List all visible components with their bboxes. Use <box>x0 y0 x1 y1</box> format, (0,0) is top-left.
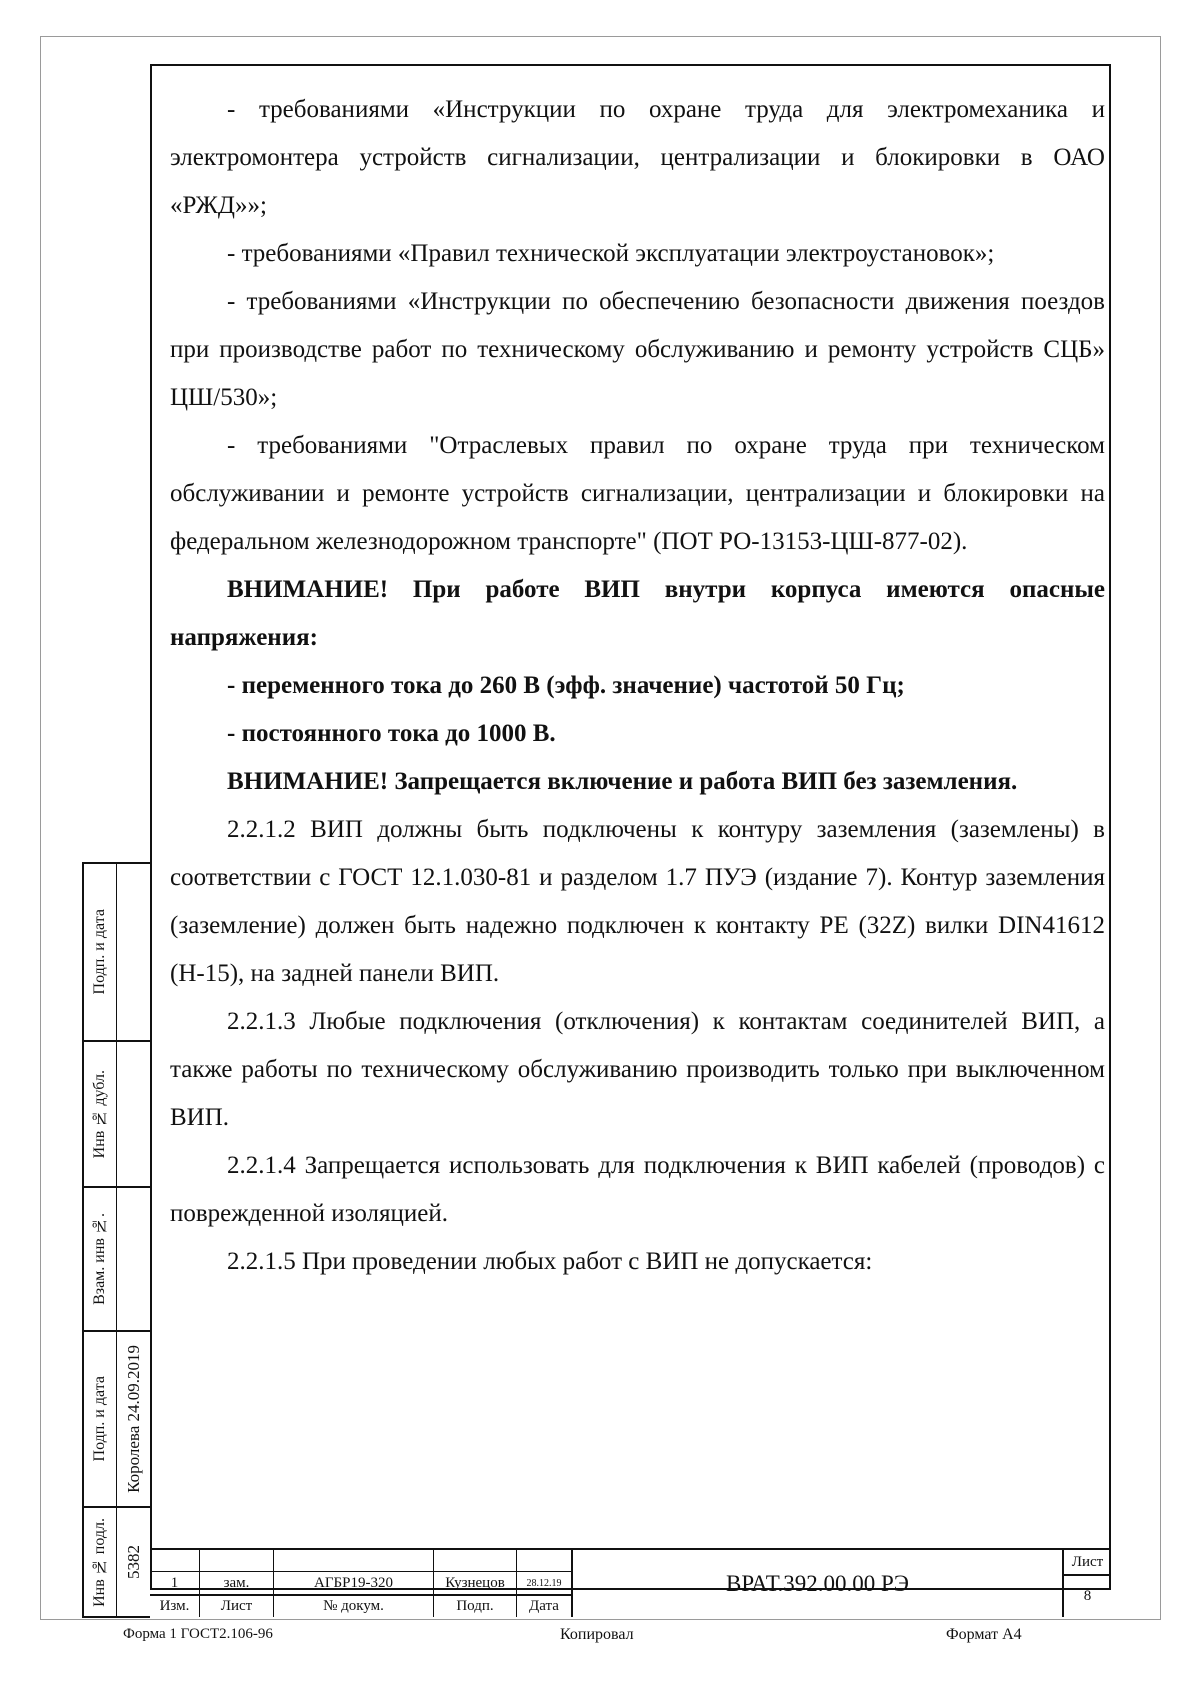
paragraph-requirement-2: - требованиями «Правил технической эксплуатации электроустановок»; <box>227 240 995 267</box>
tb-header-izm: Изм. <box>159 1598 190 1614</box>
warning-grounding: ВНИМАНИЕ! Запрещается включение и работа ВИП без заземления. <box>227 768 1018 795</box>
tb-sheet-label: Лист <box>1071 1553 1104 1570</box>
tb-header-list: Лист <box>220 1598 253 1614</box>
stamp-inv-dubl <box>82 1040 150 1188</box>
stamp-vzam-inv-label: Взам. инв №. <box>91 1213 108 1305</box>
tb-sheet-number: 8 <box>1083 1588 1092 1604</box>
tb-header-dokum: № докум. <box>323 1598 384 1614</box>
stamp-podp-data-2-label: Подп. и дата <box>91 1376 108 1462</box>
warning-voltage-dc: - постоянного тока до 1000 В. <box>227 720 556 747</box>
title-block <box>150 1548 1111 1617</box>
tb-dokum-value: АГБР19-320 <box>314 1574 393 1591</box>
footer-copied: Копировал <box>560 1626 634 1643</box>
stamp-inv-dubl-label: Инв № дубл. <box>91 1069 108 1159</box>
warning-voltage: ВНИМАНИЕ! При работе ВИП внутри корпуса имеются опасные напряжения: <box>170 576 1105 651</box>
stamp-podp-data-2-value: Королева 24.09.2019 <box>123 1345 143 1493</box>
tb-header-podp: Подп. <box>456 1598 494 1614</box>
paragraph-requirement-4: - требованиями "Отраслевых правил по охране труда при техническом обслуживании и ремонте устройств сигнализации, централизации и блокировки на федеральном железнодорожном транспорте" (ПОТ РО-13153-ЦШ-877-02). <box>170 432 1105 555</box>
paragraph-requirement-3: - требованиями «Инструкции по обеспечению безопасности движения поездов при производстве работ по техническому обслуживанию и ремонту устройств СЦБ» ЦШ/530»; <box>170 288 1105 411</box>
stamp-podp-data-2 <box>82 1330 150 1508</box>
section-2-2-1-2: 2.2.1.2 ВИП должны быть подключены к контуру заземления (заземлены) в соответствии с ГОСТ 12.1.030-81 и разделом 1.7 ПУЭ (издание 7). Контур заземления (заземление) должен быть надежно подключен к контакту PE (32Z) вилки DIN41612 (H-15), на задней панели ВИП. <box>170 816 1105 987</box>
stamp-podp-data <box>82 862 150 1042</box>
section-2-2-1-3: 2.2.1.3 Любые подключения (отключения) к контактам соединителей ВИП, а также работы по техническому обслуживанию производить только при выключенном ВИП. <box>170 1008 1105 1131</box>
tb-podp-value: Кузнецов <box>445 1574 505 1591</box>
warning-voltage-ac: - переменного тока до 260 В (эфф. значение) частотой 50 Гц; <box>227 672 905 699</box>
stamp-inv-podl-value: 5382 <box>123 1545 143 1579</box>
stamp-inv-podl-label: Инв № подл. <box>91 1517 108 1607</box>
section-2-2-1-4: 2.2.1.4 Запрещается использовать для подключения к ВИП кабелей (проводов) с поврежденной изоляцией. <box>170 1152 1105 1227</box>
tb-izm-value: 1 <box>170 1574 179 1591</box>
tb-list-value: зам. <box>223 1574 250 1591</box>
footer-format: Формат А4 <box>946 1626 1022 1643</box>
footer-form: Форма 1 ГОСТ2.106-96 <box>123 1626 273 1642</box>
section-2-2-1-5: 2.2.1.5 При проведении любых работ с ВИП не допускается: <box>227 1248 873 1275</box>
stamp-vzam-inv <box>82 1186 150 1332</box>
tb-data-value: 28.12.19 <box>526 1577 562 1589</box>
stamp-podp-data-label: Подп. и дата <box>91 909 108 995</box>
document-body <box>170 86 1105 1286</box>
document-designation: ВРАТ.392.00.00 РЭ <box>725 1570 909 1596</box>
paragraph-requirement-1: - требованиями «Инструкции по охране труда для электромеханика и электромонтера устройств сигнализации, централизации и блокировки в ОАО «РЖД»»; <box>170 96 1105 219</box>
stamp-inv-podl <box>82 1506 150 1618</box>
tb-header-data: Дата <box>529 1598 559 1614</box>
